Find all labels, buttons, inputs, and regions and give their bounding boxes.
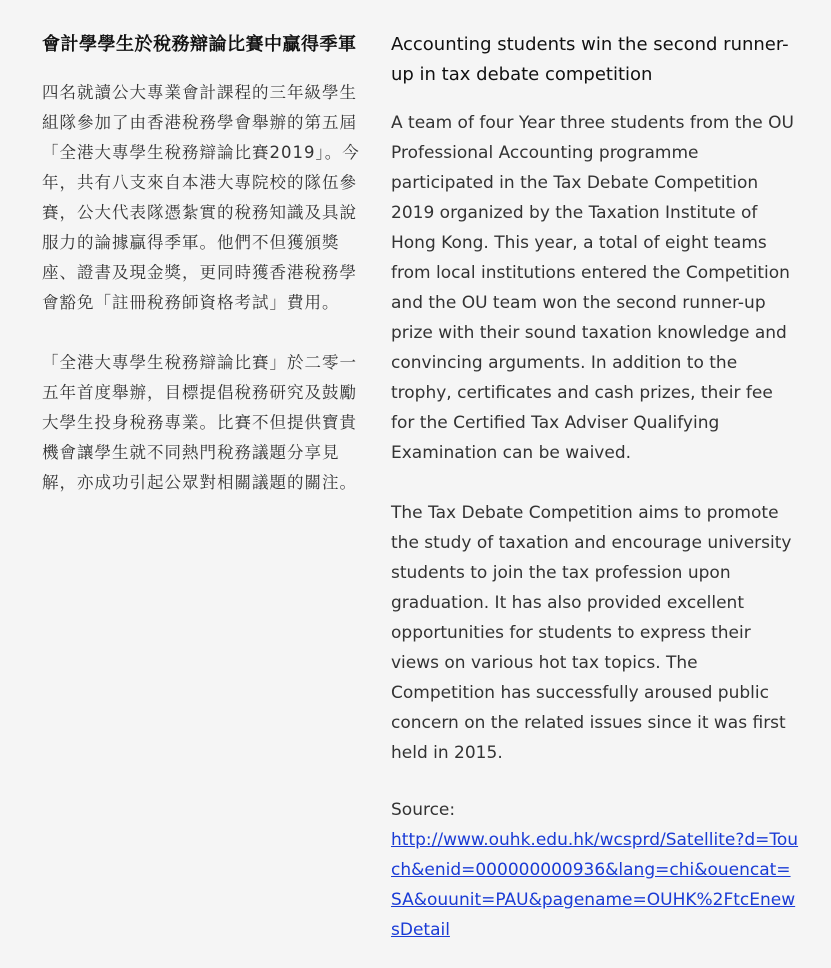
english-paragraph-1: A team of four Year three students from the OU Professional Accounting programme participated in the Tax Debate Competition 2019 organized by the Taxation Institute of Hong Kong. This year, a total of eight teams from local institutions entered the Competition and the OU team won the second runner-up prize with their sound taxation knowledge and convincing arguments. In addition to the trophy, certificates and cash prizes, their fee for the Certified Tax Adviser Qualifying Examination can be waived. (391, 113, 794, 463)
chinese-column (42, 30, 367, 528)
chinese-paragraph-2: 「全港大專學生稅務辯論比賽」於二零一五年首度舉辦，目標提倡稅務研究及鼓勵大學生投身稅務專業。比賽不但提供寶貴機會讓學生就不同熱門稅務議題分享見解，亦成功引起公眾對相關議題的關注。 (42, 353, 357, 492)
source-label: Source: (391, 800, 456, 820)
english-paragraph-2: The Tax Debate Competition aims to promote the study of taxation and encourage university students to join the tax profession upon graduation. It has also provided excellent opportunities for students to express their views on various hot tax topics. The Competition has successfully aroused public concern on the related issues since it was first held in 2015. (391, 503, 792, 763)
english-title: Accounting students win the second runner-up in tax debate competition (391, 34, 789, 85)
source-block (391, 795, 801, 945)
source-link[interactable]: http://www.ouhk.edu.hk/wcsprd/Satellite?d=Touch&enid=000000000936&lang=chi&ouencat=SA&ouunit=PAU&pagename=OUHK%2FtcEnewsDetail (391, 830, 799, 940)
chinese-title: 會計學學生於稅務辯論比賽中贏得季軍 (42, 34, 357, 55)
english-column (391, 30, 801, 945)
chinese-paragraph-1: 四名就讀公大專業會計課程的三年級學生組隊參加了由香港稅務學會舉辦的第五屆「全港大專學生稅務辯論比賽2019」。今年，共有八支來自本港大專院校的隊伍參賽，公大代表隊憑紮實的稅務知識及具說服力的論據贏得季軍。他們不但獲頒獎座、證書及現金獎，更同時獲香港稅務學會豁免「註冊稅務師資格考試」費用。 (42, 83, 360, 312)
